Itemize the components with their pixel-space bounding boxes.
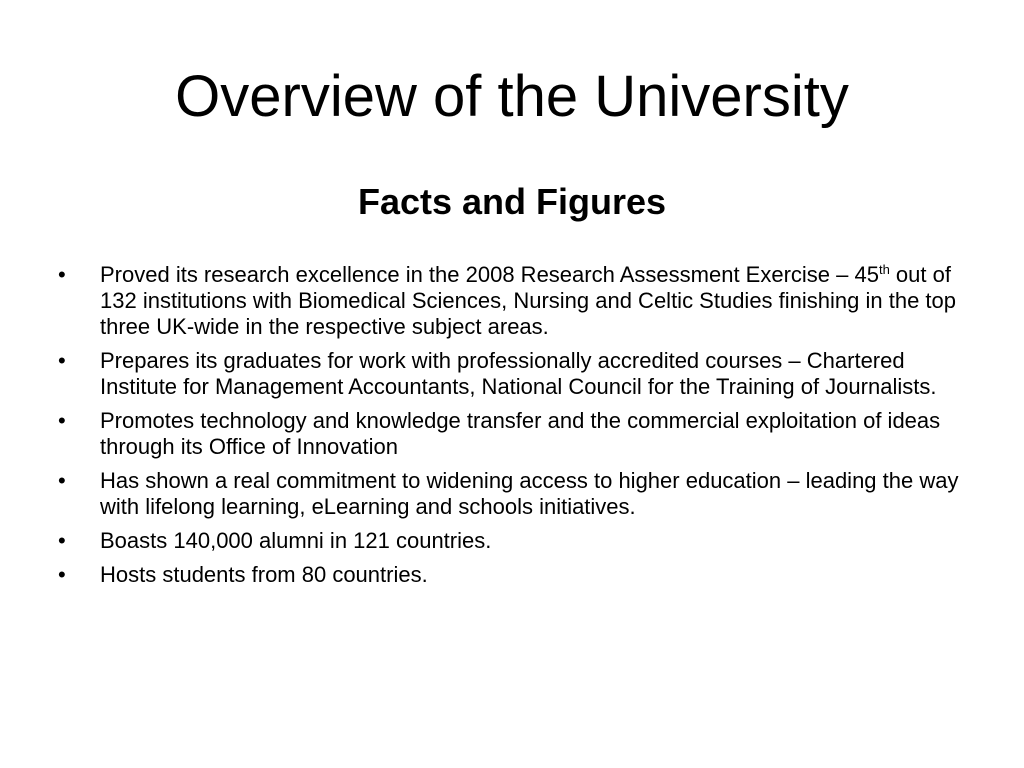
bullet-list (56, 262, 976, 596)
bullet-item-research (56, 262, 976, 340)
slide-subtitle: Facts and Figures (357, 181, 667, 222)
bullet-item-technology (56, 408, 976, 460)
bullet-item-access (56, 468, 976, 520)
bullet-text-graduates: Prepares its graduates for work with professionally accredited courses – Chartered Institute for Management Accountants, National Council for the Training of Journalists. (100, 348, 937, 399)
bullet-icon: • (58, 528, 66, 553)
bullet-item-graduates (56, 348, 976, 400)
bullet-text-students: Hosts students from 80 countries. (100, 562, 428, 587)
bullet-text-access: Has shown a real commitment to widening access to higher education – leading the way with lifelong learning, eLearning and schools initiatives. (100, 468, 959, 519)
bullet-icon: • (58, 468, 66, 493)
bullet-icon: • (58, 262, 66, 287)
bullet-item-alumni (56, 528, 976, 554)
bullet-icon: • (58, 408, 66, 433)
slide-title: Overview of the University (175, 64, 849, 129)
bullet-item-students (56, 562, 976, 588)
ordinal-superscript: th (878, 262, 890, 277)
bullet-icon: • (58, 562, 66, 587)
bullet-icon: • (58, 348, 66, 373)
bullet-text-research-part1: Proved its research excellence in the 2008 Research Assessment Exercise – 45 (100, 262, 879, 287)
bullet-text-technology: Promotes technology and knowledge transfer and the commercial exploitation of ideas through its Office of Innovation (100, 408, 941, 459)
bullet-text-research-part2: out of 132 institutions with Biomedical Sciences, Nursing and Celtic Studies finishing in the top three UK-wide in the respective subject areas. (100, 262, 957, 339)
bullet-text-alumni: Boasts 140,000 alumni in 121 countries. (100, 528, 492, 553)
